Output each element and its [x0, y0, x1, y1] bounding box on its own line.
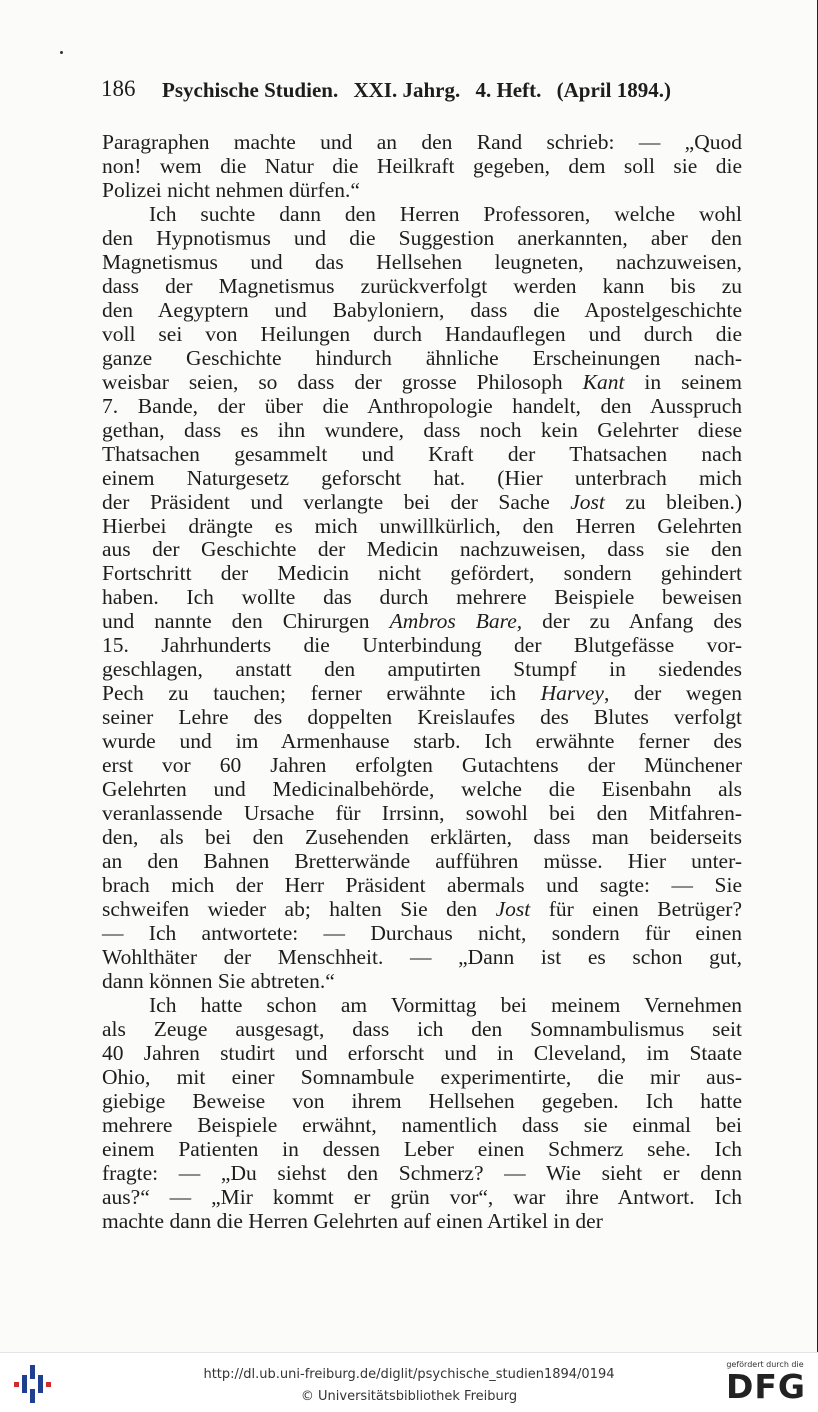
text-run: einem Naturgesetz geforscht hat. (Hier unterbrach mich [102, 465, 742, 490]
text-line [102, 1065, 742, 1089]
text-line [102, 537, 742, 561]
text-run: schweifen wieder ab; halten Sie den [102, 897, 496, 921]
text-line [102, 466, 742, 490]
italic-name: Kant [582, 369, 625, 394]
issue-date: (April 1894.) [556, 78, 671, 102]
text-line [102, 346, 742, 370]
text-run: Fortschritt der Medicin nicht gefördert, sondern gehindert [102, 561, 742, 586]
copyright-notice: © Universitätsbibliothek Freiburg [300, 1389, 518, 1404]
ink-speck [60, 51, 63, 54]
text-line [102, 322, 742, 346]
text-run: veranlassende Ursache für Irrsinn, sowohl bei den Mitfahren- [102, 801, 742, 826]
text-line [102, 849, 742, 873]
text-line [102, 1185, 742, 1209]
text-line [102, 202, 742, 226]
text-line [102, 1209, 742, 1233]
text-run: seiner Lehre des doppelten Kreislaufes des Blutes verfolgt [102, 705, 742, 730]
text-line [102, 801, 742, 825]
text-run: Pech zu tauchen; ferner erwähnte ich [102, 681, 541, 706]
text-run: wurde und im Armenhause starb. Ich erwähnte ferner des [102, 729, 742, 754]
text-line [102, 370, 742, 394]
text-run: der zu Anfang des [522, 609, 743, 634]
text-run: gethan, dass es ihn wundere, dass noch kein Gelehrter diese [102, 417, 742, 442]
text-run: an den Bahnen Bretterwände aufführen müsse. Hier unter- [102, 849, 742, 874]
text-line [102, 657, 742, 681]
permalink-url[interactable]: http://dl.ub.uni-freiburg.de/diglit/psychische_studien1894/0194 [203, 1367, 615, 1382]
text-line [102, 873, 742, 897]
text-run: Polizei nicht nehmen dürfen.“ [102, 177, 360, 202]
text-run: für einen Betrüger? [530, 897, 743, 921]
text-run: Ich hatte schon am Vormittag bei meinem Vernehmen [149, 992, 742, 1017]
text-line [102, 514, 742, 538]
text-run: den, als bei den Zusehenden erklärten, dass man beiderseits [102, 825, 742, 850]
text-line [102, 897, 742, 921]
text-line [102, 490, 742, 514]
dfg-logo: DFG [725, 1367, 807, 1406]
text-line [102, 1137, 742, 1161]
text-run: giebige Beweise von ihrem Hellsehen gegeben. Ich hatte [102, 1088, 742, 1113]
text-line [102, 154, 742, 178]
text-line [102, 729, 742, 753]
text-line [102, 969, 742, 993]
text-line [102, 226, 742, 250]
text-run: einem Patienten in dessen Leber einen Schmerz sehe. Ich [102, 1136, 742, 1161]
text-run: 40 Jahren studirt und erforscht und in Cleveland, im Staate [102, 1040, 742, 1065]
running-title [162, 78, 681, 103]
text-run: haben. Ich wollte das durch mehrere Beispiele beweisen [102, 585, 742, 610]
italic-name: Ambros Bare, [389, 609, 523, 634]
text-run: 7. Bande, der über die Anthropologie handelt, den Ausspruch [102, 393, 742, 418]
text-run: erst vor 60 Jahren erfolgten Gutachtens der Münchener [102, 753, 742, 778]
text-run: Ich suchte dann den Herren Professoren, welche wohl [149, 201, 742, 226]
text-run: aus?“ — „Mir kommt er grün vor“, war ihre Antwort. Ich [102, 1184, 742, 1209]
journal-title: Psychische Studien. [162, 78, 339, 102]
text-line [102, 585, 742, 609]
text-run: Hierbei drängte es mich unwillkürlich, den Herren Gelehrten [102, 513, 742, 538]
text-line [102, 418, 742, 442]
text-line [102, 250, 742, 274]
text-line [102, 561, 742, 585]
text-line [102, 777, 742, 801]
body-text [102, 130, 742, 1233]
text-run: Ohio, mit einer Somnambule experimentirte, die mir aus- [102, 1064, 742, 1089]
text-line [102, 705, 742, 729]
text-line [102, 945, 742, 969]
volume: XXI. Jahrg. [353, 78, 461, 102]
text-run: in seinem [624, 369, 742, 394]
text-run: 15. Jahrhunderts die Unterbindung der Blutgefässe vor- [102, 633, 742, 658]
text-run: ganze Geschichte hindurch ähnliche Erscheinungen nach- [102, 345, 742, 370]
running-header [101, 76, 741, 108]
page-number: 186 [101, 76, 136, 101]
text-run: den Aegyptern und Babyloniern, dass die Apostelgeschichte [102, 297, 742, 322]
issue: 4. Heft. [475, 78, 542, 102]
text-run: non! wem die Natur die Heilkraft gegeben, dem soll sie die [102, 153, 742, 178]
text-run: voll sei von Heilungen durch Handauflegen und durch die [102, 321, 742, 346]
text-run: brach mich der Herr Präsident abermals und sagte: — Sie [102, 873, 742, 898]
text-line [102, 394, 742, 418]
italic-name: Jost [495, 897, 531, 921]
text-line [102, 753, 742, 777]
text-run: Thatsachen gesammelt und Kraft der Thatsachen nach [102, 441, 742, 466]
text-line [102, 633, 742, 657]
text-line [102, 681, 742, 705]
text-line [102, 1113, 742, 1137]
text-run: und nannte den Chirurgen [102, 609, 390, 634]
text-line [102, 921, 742, 945]
text-run: mehrere Beispiele erwähnt, namentlich dass sie einmal bei [102, 1112, 742, 1137]
text-run: Gelehrten und Medicinalbehörde, welche die Eisenbahn als [102, 777, 742, 802]
text-run: dann können Sie abtreten.“ [102, 968, 335, 993]
text-run: als Zeuge ausgesagt, dass ich den Somnambulismus seit [102, 1016, 742, 1041]
text-run: Magnetismus und das Hellsehen leugneten, nachzuweisen, [102, 249, 742, 274]
text-line [102, 274, 742, 298]
text-line [102, 178, 742, 202]
text-run: fragte: — „Du siehst den Schmerz? — Wie sieht er denn [102, 1160, 742, 1185]
italic-name: Harvey [540, 681, 604, 706]
text-line [102, 993, 742, 1017]
text-run: den Hypnotismus und die Suggestion anerkannten, aber den [102, 225, 742, 250]
funder-note: gefördert durch die [726, 1360, 804, 1369]
text-run: Paragraphen machte und an den Rand schrieb: — „Quod [102, 130, 742, 154]
text-run: aus der Geschichte der Medicin nachzuweisen, dass sie den [102, 537, 742, 562]
text-run: der Präsident und verlangte bei der Sache [102, 489, 571, 514]
text-line [102, 1161, 742, 1185]
text-run: machte dann die Herren Gelehrten auf einen Artikel in der [102, 1208, 603, 1233]
viewer-footer [0, 1352, 818, 1412]
text-line [102, 298, 742, 322]
text-line [102, 609, 742, 633]
text-run: , der wegen [603, 681, 742, 706]
italic-name: Jost [570, 489, 605, 514]
text-run: dass der Magnetismus zurückverfolgt werden kann bis zu [102, 273, 742, 298]
text-line [102, 1041, 742, 1065]
text-run: zu bleiben.) [604, 489, 742, 514]
text-run: weisbar seien, so dass der grosse Philosoph [102, 369, 583, 394]
text-line [102, 825, 742, 849]
text-run: — Ich antwortete: — Durchaus nicht, sondern für einen [102, 920, 742, 945]
text-line [102, 130, 742, 154]
text-line [102, 442, 742, 466]
text-run: Wohlthäter der Menschheit. — „Dann ist es schon gut, [102, 944, 742, 969]
text-line [102, 1089, 742, 1113]
text-run: geschlagen, anstatt den amputirten Stumpf in siedendes [102, 657, 742, 682]
text-line [102, 1017, 742, 1041]
